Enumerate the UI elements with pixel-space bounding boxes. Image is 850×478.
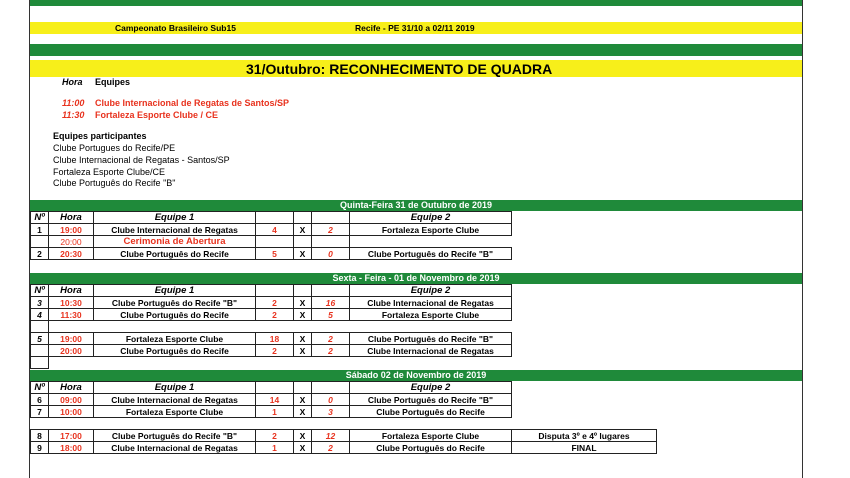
col-equipes-label: Equipes: [95, 77, 131, 87]
top-green-bar: [30, 0, 802, 6]
game-note: FINAL: [512, 442, 657, 454]
recognition-team-1: Clube Internacional de Regatas de Santos/SP: [95, 98, 290, 108]
table-header-row: Nº Hora Equipe 1 Equipe 2: [31, 382, 657, 394]
table-row: 1 19:00 Clube Internacional de Regatas 4 X 2 Fortaleza Esporte Clube: [31, 224, 512, 236]
participant-item: Fortaleza Esporte Clube/CE: [53, 167, 166, 177]
spacer-row: [31, 357, 512, 369]
table-row: 6 09:00 Clube Internacional de Regatas 14 X 0 Clube Português do Recife "B": [31, 394, 657, 406]
page-title: 31/Outubro: RECONHECIMENTO DE QUADRA: [246, 61, 553, 77]
table-row: 2 20:30 Clube Português do Recife 5 X 0 Clube Português do Recife "B": [31, 248, 512, 260]
day-header: Sábado 02 de Novembro de 2019: [30, 370, 802, 381]
schedule-table-day3: [30, 381, 657, 454]
recognition-time-2: 11:30: [62, 110, 85, 120]
table-row: 9 18:00 Clube Internacional de Regatas 1 X 2 Clube Português do Recife FINAL: [31, 442, 657, 454]
table-row: 20:00 Clube Português do Recife 2 X 2 Clube Internacional de Regatas: [31, 345, 512, 357]
schedule-table-day2: [30, 284, 512, 369]
col-hora: Hora: [49, 212, 94, 224]
championship-name: Campeonato Brasileiro Sub15: [115, 23, 236, 33]
day-header: Sexta - Feira - 01 de Novembro de 2019: [30, 273, 802, 284]
mid-green-bar: [30, 44, 802, 56]
table-row: 5 19:00 Fortaleza Esporte Clube 18 X 2 Clube Português do Recife "B": [31, 333, 512, 345]
schedule-table-day1: [30, 211, 512, 260]
spacer-row: [31, 418, 657, 430]
ceremony-row: 20:00 Cerimonia de Abertura: [31, 236, 512, 248]
col-team2: Equipe 2: [350, 212, 512, 224]
recognition-time-1: 11:00: [62, 98, 85, 108]
table-row: 7 10:00 Fortaleza Esporte Clube 1 X 3 Clube Português do Recife: [31, 406, 657, 418]
table-row: 4 11:30 Clube Português do Recife 2 X 5 Fortaleza Esporte Clube: [31, 309, 512, 321]
participant-item: Clube Português do Recife "B": [53, 178, 176, 188]
col-team1: Equipe 1: [94, 212, 256, 224]
table-row: 8 17:00 Clube Português do Recife "B" 2 X 12 Fortaleza Esporte Clube Disputa 3º e 4º lugares: [31, 430, 657, 442]
table-header-row: [31, 212, 512, 224]
spacer-row: [31, 321, 512, 333]
page-border-right: [802, 0, 803, 478]
col-hora-label: Hora: [62, 77, 83, 87]
recognition-team-2: Fortaleza Esporte Clube / CE: [95, 110, 219, 120]
participant-item: Clube Internacional de Regatas - Santos/SP: [53, 155, 230, 165]
table-header-row: Nº Hora Equipe 1 Equipe 2: [31, 285, 512, 297]
table-row: 3 10:30 Clube Português do Recife "B" 2 X 16 Clube Internacional de Regatas: [31, 297, 512, 309]
participant-item: Clube Portugues do Recife/PE: [53, 143, 176, 153]
game-note: Disputa 3º e 4º lugares: [512, 430, 657, 442]
day-header: Quinta-Feira 31 de Outubro de 2019: [30, 200, 802, 211]
location-dates: Recife - PE 31/10 a 02/11 2019: [355, 23, 475, 33]
col-num: Nº: [31, 212, 49, 224]
participants-title: Equipes participantes: [53, 131, 147, 141]
